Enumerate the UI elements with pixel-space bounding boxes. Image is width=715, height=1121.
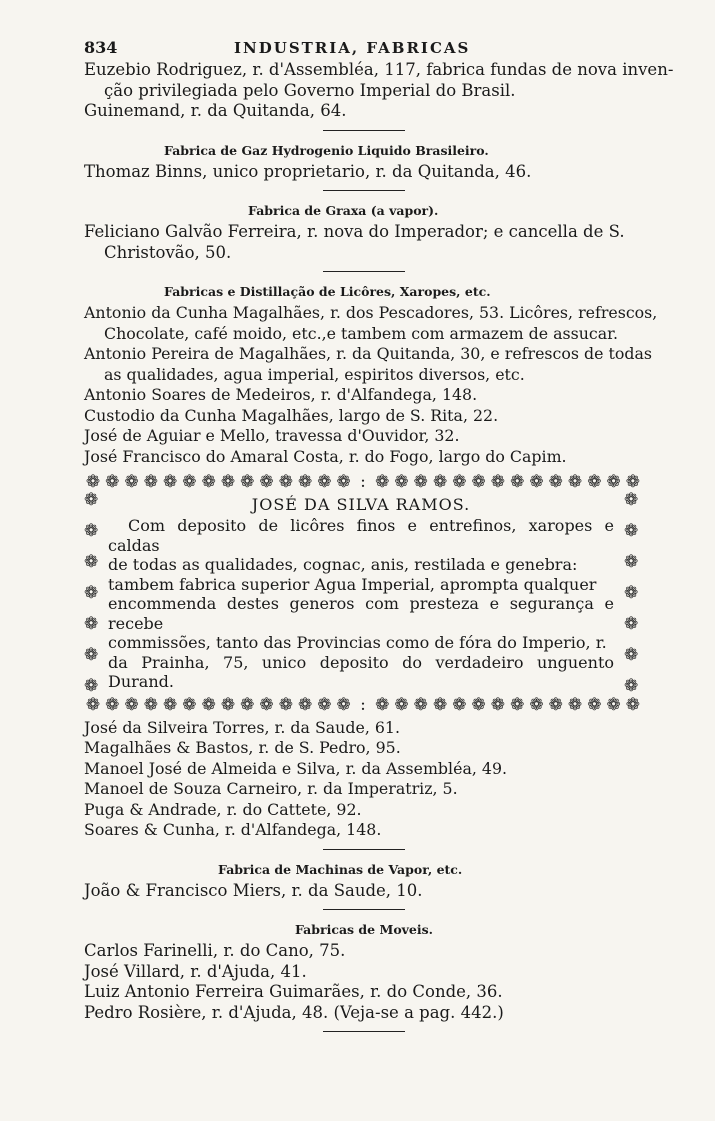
entry: Euzebio Rodriguez, r. d'Assembléa, 117, fabrica fundas de nova inven- bbox=[84, 60, 674, 79]
divider-rule bbox=[323, 130, 405, 131]
licores-continued-entries bbox=[84, 718, 644, 841]
entry: Manoel José de Almeida e Silva, r. da Assembléa, 49. bbox=[84, 758, 508, 778]
entry: Feliciano Galvão Ferreira, r. nova do Imperador; e cancella de S. bbox=[84, 222, 625, 241]
running-title: INDUSTRIA, FABRICAS bbox=[234, 39, 471, 57]
entry-continuation: as qualidades, agua imperial, espiritos diversos, etc. bbox=[104, 364, 525, 384]
entry: Pedro Rosière, r. d'Ajuda, 48. (Veja-se a pag. 442.) bbox=[84, 1002, 504, 1022]
advert-frame bbox=[84, 473, 642, 714]
page-header bbox=[84, 38, 644, 60]
entry: Magalhães & Bastos, r. de S. Pedro, 95. bbox=[84, 738, 401, 757]
advert-line: de todas as qualidades, cognac, anis, restilada e genebra: bbox=[108, 555, 578, 574]
section-heading-moveis: Fabricas de Moveis. bbox=[294, 922, 434, 937]
divider-rule bbox=[323, 909, 405, 910]
entry: Antonio da Cunha Magalhães, r. dos Pescadores, 53. Licôres, refrescos, bbox=[84, 303, 658, 322]
advert-line: da Prainha, 75, unico deposito do verdadeiro unguento Durand. bbox=[108, 652, 614, 691]
ornament-border-right: ❁ ❁ ❁ ❁ ❁ ❁ ❁ bbox=[624, 490, 639, 697]
divider-rule bbox=[323, 849, 405, 850]
entry: Guinemand, r. da Quitanda, 64. bbox=[84, 101, 347, 120]
divider-rule bbox=[323, 190, 405, 191]
advert-body bbox=[102, 491, 624, 696]
section-heading-graxa: Fabrica de Graxa (a vapor). bbox=[248, 203, 439, 218]
entry: Puga & Andrade, r. do Cattete, 92. bbox=[84, 799, 362, 819]
entry-continuation: ção privilegiada pelo Governo Imperial do Brasil. bbox=[104, 80, 516, 100]
entry: José Villard, r. d'Ajuda, 41. bbox=[84, 961, 307, 981]
entry: José de Aguiar e Mello, travessa d'Ouvidor, 32. bbox=[84, 426, 460, 445]
advert-title: JOSÉ DA SILVA RAMOS. bbox=[251, 495, 471, 514]
entry-continuation: Chocolate, café moido, etc.,e tambem com armazem de assucar. bbox=[104, 323, 618, 343]
entry: José da Silveira Torres, r. da Saude, 61. bbox=[84, 717, 400, 737]
entry: Custodio da Cunha Magalhães, largo de S. Rita, 22. bbox=[84, 405, 499, 425]
page-number: 834 bbox=[84, 38, 118, 57]
ornament-border-top: ❁ ❁ ❁ ❁ ❁ ❁ ❁ ❁ ❁ ❁ ❁ ❁ ❁ ❁ : ❁ ❁ ❁ ❁ ❁ ❁ ❁ ❁ ❁ ❁ ❁ ❁ ❁ ❁ bbox=[85, 473, 640, 491]
entry: Soares & Cunha, r. d'Alfandega, 148. bbox=[84, 820, 382, 839]
entry-continuation: Christovão, 50. bbox=[104, 242, 232, 262]
entry: Antonio Soares de Medeiros, r. d'Alfandega, 148. bbox=[84, 385, 478, 404]
advert-line: commissões, tanto das Provincias como de fóra do Imperio, r. bbox=[108, 633, 607, 652]
divider-rule bbox=[323, 1031, 405, 1032]
entry: José Francisco do Amaral Costa, r. do Fogo, largo do Capim. bbox=[84, 446, 567, 466]
page bbox=[84, 38, 674, 1044]
advert-line: Com deposito de licôres finos e entrefinos, xaropes e caldas bbox=[108, 516, 614, 555]
entry: Thomaz Binns, unico proprietario, r. da Quitanda, 46. bbox=[84, 161, 532, 181]
entry: Carlos Farinelli, r. do Cano, 75. bbox=[84, 941, 346, 960]
ornament-border-bottom: ❁ ❁ ❁ ❁ ❁ ❁ ❁ ❁ ❁ ❁ ❁ ❁ ❁ ❁ : ❁ ❁ ❁ ❁ ❁ ❁ ❁ ❁ ❁ ❁ ❁ ❁ ❁ ❁ bbox=[85, 695, 640, 714]
entry: Manoel de Souza Carneiro, r. da Imperatriz, 5. bbox=[84, 779, 458, 798]
entry: João & Francisco Miers, r. da Saude, 10. bbox=[84, 880, 423, 900]
top-entries bbox=[84, 60, 674, 122]
licores-entries bbox=[84, 303, 658, 467]
advert-text bbox=[108, 516, 614, 692]
moveis-entries bbox=[84, 941, 644, 1023]
ornament-border-left: ❁ ❁ ❁ ❁ ❁ ❁ ❁ bbox=[84, 490, 99, 697]
entry: Antonio Pereira de Magalhães, r. da Quitanda, 30, e refrescos de todas bbox=[84, 344, 652, 363]
section-heading-machinas: Fabrica de Machinas de Vapor, etc. bbox=[218, 861, 463, 877]
section-heading-licores: Fabricas e Distillação de Licôres, Xaropes, etc. bbox=[164, 284, 491, 299]
section-heading-gaz: Fabrica de Gaz Hydrogenio Liquido Brasileiro. bbox=[164, 142, 489, 158]
advert-line: tambem fabrica superior Agua Imperial, apromptа qualquer bbox=[108, 574, 597, 594]
divider-rule bbox=[323, 271, 405, 272]
entry: Luiz Antonio Ferreira Guimarães, r. do Conde, 36. bbox=[84, 982, 503, 1001]
advert-line: encommenda destes generos com presteza e segurança e recebe bbox=[108, 594, 614, 633]
